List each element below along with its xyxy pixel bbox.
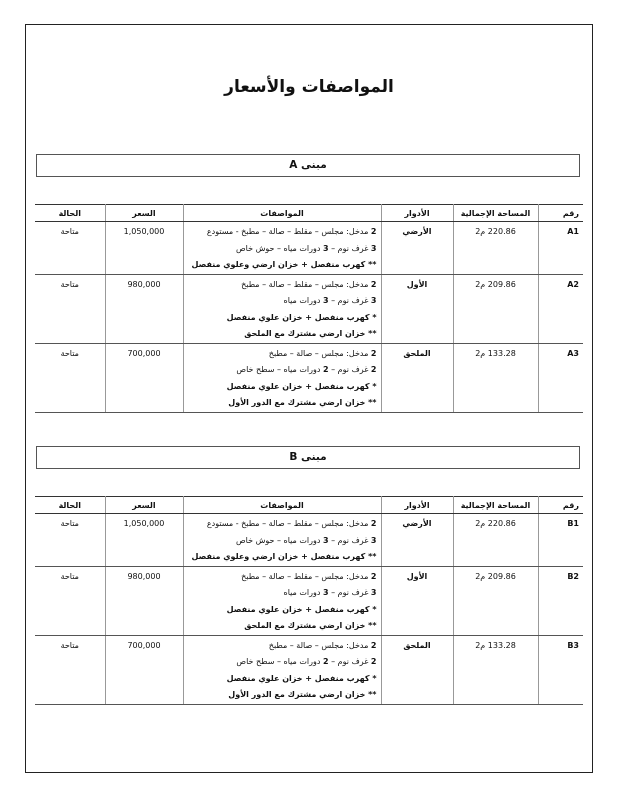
building-a-table xyxy=(35,204,583,413)
col-header-status: الحالة xyxy=(35,497,105,514)
spec-line: 2 مدخل: مجلس – مقلط – صالة – مطبخ xyxy=(241,571,377,581)
unit-floor: الأرضي xyxy=(381,222,453,275)
col-header-floor: الأدوار xyxy=(381,205,453,222)
unit-floor: الأول xyxy=(381,566,453,635)
unit-price: 700,000 xyxy=(105,635,183,704)
unit-area: 209.86 م2 xyxy=(453,566,538,635)
col-header-num: رقم xyxy=(538,497,583,514)
table-row xyxy=(35,343,583,412)
table-row xyxy=(35,566,583,635)
table-row xyxy=(35,514,583,567)
col-header-num: رقم xyxy=(538,205,583,222)
unit-status: متاحة xyxy=(35,514,105,567)
table-row xyxy=(35,635,583,704)
spec-line: 2 غرف نوم – 2 دورات مياه – سطح خاص xyxy=(236,657,377,666)
page-title: المواصفات والأسعار xyxy=(224,77,394,97)
col-header-floor: الأدوار xyxy=(381,497,453,514)
unit-area: 133.28 م2 xyxy=(453,635,538,704)
col-header-area: المساحة الإجمالية xyxy=(453,497,538,514)
spec-line: 3 غرف نوم – 3 دورات مياه xyxy=(283,296,377,305)
unit-area: 220.86 م2 xyxy=(453,514,538,567)
table-row xyxy=(35,222,583,275)
unit-price: 980,000 xyxy=(105,274,183,343)
building-b-table xyxy=(35,496,583,705)
unit-specs xyxy=(183,222,381,275)
spec-line: * كهرب منفصل + خزان علوي منفصل xyxy=(226,604,377,614)
spec-line: 3 غرف نوم – 3 دورات مياه – حوش خاص xyxy=(235,535,377,545)
col-header-specs: المواصفات xyxy=(183,497,381,514)
table-header-row xyxy=(35,497,583,514)
spec-line: 3 غرف نوم – 3 دورات مياه – حوش خاص xyxy=(235,243,377,253)
unit-floor: الأول xyxy=(381,274,453,343)
spec-line: ** خزان ارضي مشترك مع الدور الأول xyxy=(228,398,377,407)
spec-line: 2 مدخل: مجلس – مقلط – صالة – مطبخ xyxy=(241,279,377,289)
spec-line: ** كهرب منفصل + خزان ارضي وعلوي منفصل xyxy=(191,260,377,269)
building-b-title: مبنى B xyxy=(36,446,580,469)
unit-specs xyxy=(183,514,381,567)
spec-line: * كهرب منفصل + خزان علوي منفصل xyxy=(226,673,377,683)
table-header-row xyxy=(35,205,583,222)
unit-floor: الملحق xyxy=(381,343,453,412)
spec-line: * كهرب منفصل + خزان علوي منفصل xyxy=(226,312,377,322)
spec-line: 2 غرف نوم – 2 دورات مياه – سطح خاص xyxy=(236,365,377,374)
unit-specs xyxy=(183,274,381,343)
spec-line: * كهرب منفصل + خزان علوي منفصل xyxy=(226,381,377,391)
spec-line: 2 مدخل: مجلس – مقلط – صالة – مطبخ - مستودع xyxy=(206,519,377,528)
table-row xyxy=(35,274,583,343)
unit-number: B3 xyxy=(538,635,583,704)
spec-line: ** خزان ارضي مشترك مع الملحق xyxy=(244,329,377,338)
unit-floor: الملحق xyxy=(381,635,453,704)
unit-status: متاحة xyxy=(35,222,105,275)
unit-specs xyxy=(183,635,381,704)
unit-price: 700,000 xyxy=(105,343,183,412)
unit-status: متاحة xyxy=(35,566,105,635)
unit-specs xyxy=(183,566,381,635)
spec-line: 2 مدخل: مجلس – صالة – مطبخ xyxy=(268,640,377,650)
col-header-status: الحالة xyxy=(35,205,105,222)
spec-line: 2 مدخل: مجلس – مقلط – صالة – مطبخ - مستودع xyxy=(206,227,377,236)
col-header-specs: المواصفات xyxy=(183,205,381,222)
unit-price: 1,050,000 xyxy=(105,222,183,275)
unit-number: A1 xyxy=(538,222,583,275)
unit-area: 133.28 م2 xyxy=(453,343,538,412)
col-header-area: المساحة الإجمالية xyxy=(453,205,538,222)
unit-number: A2 xyxy=(538,274,583,343)
spec-line: 2 مدخل: مجلس – صالة – مطبخ xyxy=(268,348,377,358)
spec-line: 3 غرف نوم – 3 دورات مياه xyxy=(283,588,377,597)
unit-number: B1 xyxy=(538,514,583,567)
col-header-price: السعر xyxy=(105,205,183,222)
unit-number: A3 xyxy=(538,343,583,412)
unit-floor: الأرضي xyxy=(381,514,453,567)
unit-number: B2 xyxy=(538,566,583,635)
unit-price: 1,050,000 xyxy=(105,514,183,567)
col-header-price: السعر xyxy=(105,497,183,514)
spec-line: ** خزان ارضي مشترك مع الدور الأول xyxy=(228,690,377,699)
unit-status: متاحة xyxy=(35,635,105,704)
building-a-title: مبنى A xyxy=(36,154,580,177)
spec-line: ** كهرب منفصل + خزان ارضي وعلوي منفصل xyxy=(191,552,377,561)
spec-line: ** خزان ارضي مشترك مع الملحق xyxy=(244,621,377,630)
unit-specs xyxy=(183,343,381,412)
unit-status: متاحة xyxy=(35,343,105,412)
unit-area: 209.86 م2 xyxy=(453,274,538,343)
unit-status: متاحة xyxy=(35,274,105,343)
unit-price: 980,000 xyxy=(105,566,183,635)
unit-area: 220.86 م2 xyxy=(453,222,538,275)
